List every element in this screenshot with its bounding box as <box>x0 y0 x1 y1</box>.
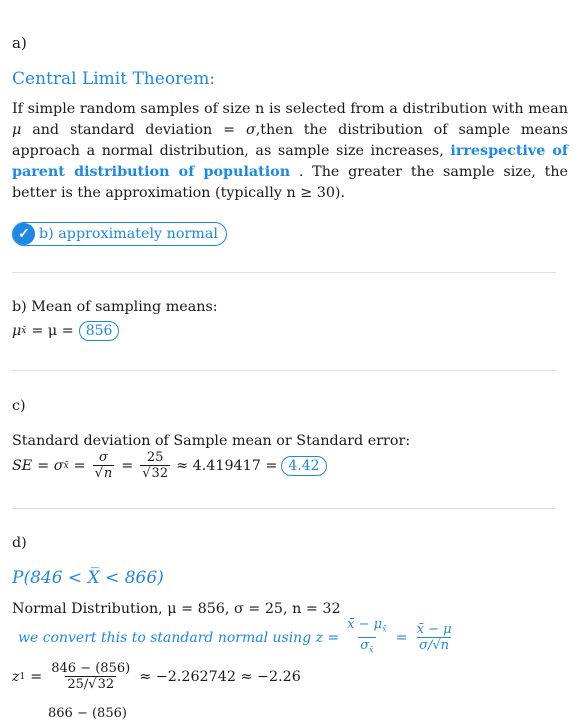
clt-highlight: irrespective of parent distribution of population <box>12 143 569 180</box>
conv-f1-den: σ <box>360 637 370 653</box>
se-frac1-num: σ <box>98 450 108 465</box>
conv-f2-num: x̄ − μ <box>416 621 452 637</box>
clt-text-3: . The greater the sample size, the better is the approximation <box>12 164 568 201</box>
conv-eq: = <box>395 629 408 646</box>
part-d-label: d) <box>12 535 27 551</box>
part-b-label: b) Mean of sampling means: <box>12 299 218 315</box>
se-equation <box>12 450 327 482</box>
z1-frac: $\frac{846 - (856)}{25/√32}$ <box>51 661 131 692</box>
answer-b: 856 <box>79 321 120 341</box>
clt-heading: Central Limit Theorem: <box>12 69 216 89</box>
probability-heading: P(846 < X̅ < 866) <box>12 568 164 588</box>
conversion-formula <box>18 617 456 658</box>
se-symbol: SE <box>12 458 33 474</box>
z1-eq: = <box>30 669 43 685</box>
clt-paragraph <box>12 99 568 204</box>
conv-frac-2 <box>415 622 454 654</box>
clt-mu: μ <box>12 122 22 138</box>
se-title: Standard deviation of Sample mean or Standard error: <box>12 433 411 449</box>
se-frac-2: $\frac{25}{√32}$ <box>142 450 169 481</box>
z1-symbol: z <box>12 669 20 685</box>
divider-3 <box>12 508 556 509</box>
answer-a-text: b) approximately normal <box>39 226 218 242</box>
z1-result: ≈ −2.262742 ≈ −2.26 <box>139 669 301 685</box>
clt-typical: (typically n ≥ 30). <box>215 185 346 201</box>
se-sub: x̄ <box>63 461 69 471</box>
se-eq2: = <box>73 458 86 474</box>
mu-sub: x̄ <box>21 326 27 336</box>
conv-f1-den-sub: x̄ <box>369 645 374 655</box>
z1-den: 25/ <box>67 677 89 692</box>
part-a-label: a) <box>12 34 27 52</box>
clt-sigma: = σ <box>223 122 256 138</box>
conv-frac-1 <box>345 617 388 658</box>
part-c-label: c) <box>12 398 26 414</box>
mu-symbol: μ <box>12 323 22 339</box>
conv-f1-num-sub: x̄ <box>382 624 387 634</box>
check-icon: ✓ <box>13 223 35 245</box>
se-eq1: = σ <box>37 458 64 474</box>
se-approx: ≈ 4.419417 = <box>176 458 278 474</box>
divider-2 <box>12 370 556 371</box>
answer-c: 4.42 <box>281 456 326 476</box>
z1-sub: 1 <box>19 672 26 682</box>
z1-equation <box>12 661 301 693</box>
convert-text: we convert this to standard normal using z = <box>18 629 340 646</box>
se-frac2-den: 32 <box>151 466 169 481</box>
answer-badge-a <box>12 222 227 246</box>
normal-dist-line: Normal Distribution, μ = 856, σ = 25, n = 32 <box>12 601 341 617</box>
z1-den-sqrt: 32 <box>97 677 115 692</box>
z2-partial: 866 − (856) <box>48 706 127 721</box>
conv-f2-den: σ/√n <box>419 637 450 653</box>
se-frac-1: $\frac{\sigma}{√n}$ <box>94 450 113 481</box>
se-frac2-num: 25 <box>146 450 164 465</box>
clt-text-2: ,then the distribution of sample means approach a normal distribution, as sample size increases, <box>12 122 569 159</box>
se-eq3: = <box>121 458 134 474</box>
mean-eq: = μ = <box>31 323 74 339</box>
z1-num: 846 − (856) <box>51 661 131 676</box>
conv-f1-num: x̄ − μ <box>347 617 383 632</box>
mean-equation <box>12 321 119 341</box>
divider-1 <box>12 272 556 273</box>
se-frac1-den: n <box>103 466 113 481</box>
clt-text-1: If simple random samples of size n is selected from a distribution with mean <box>12 101 568 117</box>
clt-text-and: and standard deviation <box>32 122 213 138</box>
